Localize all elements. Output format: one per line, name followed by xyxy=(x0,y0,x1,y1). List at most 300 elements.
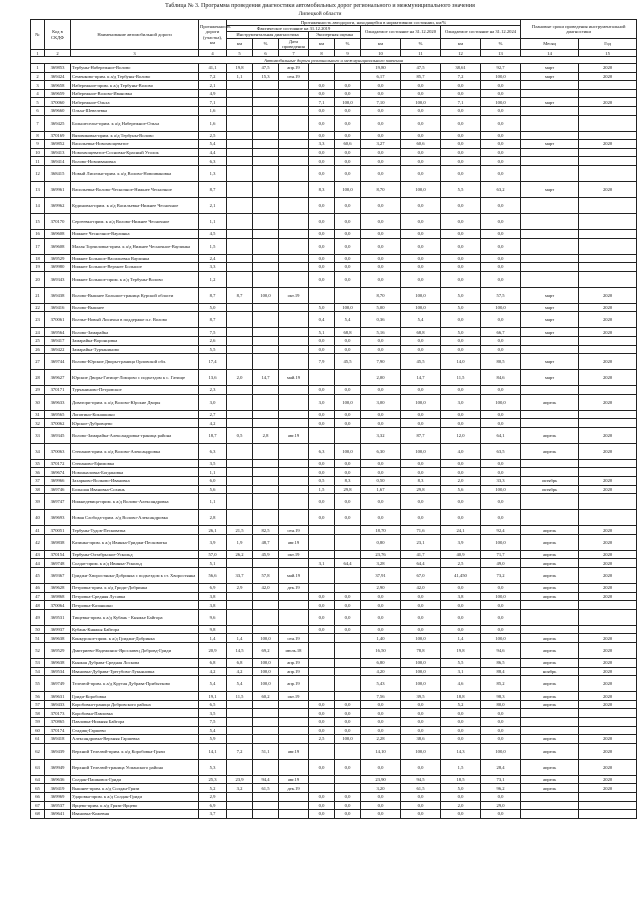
f2020-km: 0,0 xyxy=(361,700,401,709)
instr-date xyxy=(279,157,309,166)
f2024-pct: 100,0 xyxy=(481,634,521,643)
road-name: Кубань-Княжья Байгора xyxy=(71,625,199,634)
road-name: Петровка-Средняя Лусавка xyxy=(71,592,199,601)
plan-year: 2020 xyxy=(579,735,637,744)
table-row xyxy=(31,427,637,443)
f2024-pct: 0,0 xyxy=(481,625,521,634)
row-no: 56 xyxy=(31,692,45,701)
expert-km: 0,0 xyxy=(309,271,335,287)
road-length: 5,1 xyxy=(199,559,227,568)
instr-km xyxy=(227,485,253,494)
plan-month: апрель xyxy=(521,692,579,701)
plan-year: 2020 xyxy=(579,775,637,784)
expert-pct xyxy=(335,784,361,793)
expert-pct: 8,3 xyxy=(335,477,361,486)
f2020-km: 3,27 xyxy=(361,140,401,149)
f2020-pct: 87,7 xyxy=(401,427,441,443)
instr-date: авг.19 xyxy=(279,534,309,550)
f2024-pct: 49,0 xyxy=(481,559,521,568)
f2024-km: 0,0 xyxy=(441,157,481,166)
f2024-km: 3,8 xyxy=(441,592,481,601)
expert-pct: 0,0 xyxy=(335,494,361,510)
col-pct: % xyxy=(401,38,441,49)
expert-km: 0,0 xyxy=(309,213,335,229)
road-length: 6,5 xyxy=(199,700,227,709)
road-name: Новая Слобода-прим. а/д Волово-Александровка xyxy=(71,510,199,526)
f2020-km: 3,28 xyxy=(361,559,401,568)
instr-date xyxy=(279,625,309,634)
instr-date xyxy=(279,336,309,345)
instr-km xyxy=(227,801,253,810)
instr-km xyxy=(227,165,253,181)
road-code: 369746 xyxy=(45,485,71,494)
road-length: 57,0 xyxy=(199,550,227,559)
f2024-km: 0,0 xyxy=(441,386,481,395)
f2020-pct: 0,0 xyxy=(401,157,441,166)
expert-pct: 0,0 xyxy=(335,468,361,477)
row-no: 47 xyxy=(31,592,45,601)
f2024-pct: 0,0 xyxy=(481,386,521,395)
table-row xyxy=(31,526,637,535)
f2020-km: 0,0 xyxy=(361,197,401,213)
instr-date xyxy=(279,477,309,486)
road-name: Набережное-Ольха xyxy=(71,98,199,107)
f2024-km: 0,0 xyxy=(441,459,481,468)
plan-year: 2020 xyxy=(579,312,637,328)
plan-month xyxy=(521,213,579,229)
instr-date: авг.19 xyxy=(279,743,309,759)
row-no: 57 xyxy=(31,700,45,709)
instr-pct xyxy=(253,213,279,229)
plan-month: апрель xyxy=(521,443,579,459)
f2024-pct: 71,7 xyxy=(481,550,521,559)
plan-month xyxy=(521,238,579,254)
table-row xyxy=(31,477,637,486)
instr-date xyxy=(279,254,309,263)
table-row xyxy=(31,89,637,98)
table-row xyxy=(31,181,637,197)
f2020-pct: 85,7 xyxy=(401,72,441,81)
expert-pct: 0,0 xyxy=(335,625,361,634)
col-plan: Плановые сроки проведения инструментальной диагностики xyxy=(521,20,637,39)
plan-month xyxy=(521,106,579,115)
plan-year: 2020 xyxy=(579,427,637,443)
plan-month: октябрь xyxy=(521,485,579,494)
f2024-pct: 0,0 xyxy=(481,106,521,115)
instr-pct xyxy=(253,735,279,744)
expert-pct: 0,0 xyxy=(335,601,361,610)
road-name: Юрское-Дубровцево xyxy=(71,419,199,428)
road-code: 369852 xyxy=(45,140,71,149)
f2020-km: 0,0 xyxy=(361,709,401,718)
table-row xyxy=(31,634,637,643)
road-code: 369868 xyxy=(45,592,71,601)
instr-km xyxy=(227,157,253,166)
plan-month: ноябрь xyxy=(521,667,579,676)
f2020-km: 6,30 xyxy=(361,443,401,459)
road-code: 369638 xyxy=(45,634,71,643)
road-name: Васильевка-Волово-Чесночное-Нижнее Чесночное xyxy=(71,181,199,197)
road-length: 2,6 xyxy=(199,336,227,345)
instr-pct: 82,5 xyxy=(253,526,279,535)
row-no: 22 xyxy=(31,303,45,312)
road-code: 370060 xyxy=(45,98,71,107)
f2020-pct: 23,1 xyxy=(401,534,441,550)
f2024-km: 0,0 xyxy=(441,792,481,801)
road-length: 3,8 xyxy=(199,601,227,610)
plan-year xyxy=(579,609,637,625)
road-length: 6,9 xyxy=(199,801,227,810)
plan-month: март xyxy=(521,98,579,107)
road-code: 369631 xyxy=(45,692,71,701)
expert-pct xyxy=(335,370,361,386)
f2020-pct: 41,7 xyxy=(401,550,441,559)
plan-year xyxy=(579,801,637,810)
instr-date xyxy=(279,115,309,131)
road-length: 14,1 xyxy=(199,743,227,759)
plan-month: апрель xyxy=(521,584,579,593)
f2024-pct: 57,5 xyxy=(481,287,521,303)
row-no: 9 xyxy=(31,140,45,149)
table-row xyxy=(31,559,637,568)
f2024-km: 0,0 xyxy=(441,810,481,819)
road-name: Волово-Вышнее xyxy=(71,303,199,312)
f2020-km: 0,0 xyxy=(361,759,401,775)
road-code: 370170 xyxy=(45,213,71,229)
plan-month: апрель xyxy=(521,559,579,568)
f2020-km: 0,0 xyxy=(361,254,401,263)
f2020-pct: 0,0 xyxy=(401,726,441,735)
plan-month xyxy=(521,254,579,263)
road-code: 370062 xyxy=(45,419,71,428)
f2020-pct: 0,0 xyxy=(401,419,441,428)
road-name: Александровка-Верхняя Гаршевка xyxy=(71,735,199,744)
col-actual: Фактическое состояние на 31.12.2019 xyxy=(227,26,361,32)
table-row xyxy=(31,584,637,593)
col-forecast-2020: Ожидаемое состояние на 31.12.2020 xyxy=(361,26,441,38)
f2020-pct: 0,0 xyxy=(401,759,441,775)
f2020-km: 14,10 xyxy=(361,743,401,759)
instr-km xyxy=(227,700,253,709)
instr-km: 33,7 xyxy=(227,568,253,584)
f2024-pct: 0,0 xyxy=(481,468,521,477)
expert-km: 0,0 xyxy=(309,459,335,468)
plan-year: 2020 xyxy=(579,394,637,410)
f2024-pct: 29,0 xyxy=(481,801,521,810)
plan-month xyxy=(521,131,579,140)
road-code: 369419 xyxy=(45,784,71,793)
expert-km: 0,0 xyxy=(309,709,335,718)
instr-date xyxy=(279,592,309,601)
row-no: 60 xyxy=(31,726,45,735)
diagnostics-table xyxy=(30,19,637,819)
instr-date xyxy=(279,601,309,610)
f2020-pct: 78,8 xyxy=(401,643,441,659)
plan-year: 2020 xyxy=(579,559,637,568)
instr-date xyxy=(279,609,309,625)
instr-pct xyxy=(253,165,279,181)
expert-pct: 0,0 xyxy=(335,165,361,181)
plan-month: апрель xyxy=(521,775,579,784)
road-code: 369438 xyxy=(45,287,71,303)
expert-pct: 0,0 xyxy=(335,238,361,254)
f2020-km: 37,91 xyxy=(361,568,401,584)
expert-pct: 5,4 xyxy=(335,312,361,328)
road-length: 2,9 xyxy=(199,792,227,801)
instr-pct xyxy=(253,410,279,419)
road-code: 369608 xyxy=(45,238,71,254)
road-name: Нижнее Большое-прим. к а/д Тербуны-Волово xyxy=(71,271,199,287)
f2024-pct: 0,0 xyxy=(481,312,521,328)
road-code: 369749 xyxy=(45,676,71,692)
f2024-pct: 0,0 xyxy=(481,345,521,354)
road-code: 369608 xyxy=(45,229,71,238)
road-code: 369937 xyxy=(45,625,71,634)
road-code: 370061 xyxy=(45,312,71,328)
road-name: Ивановка-Дубрава-Трегубово-Лукьяновка xyxy=(71,667,199,676)
f2020-pct: 0,0 xyxy=(401,592,441,601)
road-length: 1,6 xyxy=(199,106,227,115)
instr-date xyxy=(279,386,309,395)
row-no: 17 xyxy=(31,238,45,254)
instr-date xyxy=(279,354,309,370)
instr-pct xyxy=(253,254,279,263)
f2020-pct: 39,5 xyxy=(401,692,441,701)
f2024-pct: 0,0 xyxy=(481,140,521,149)
instr-date xyxy=(279,213,309,229)
expert-km xyxy=(309,568,335,584)
expert-pct: 0,0 xyxy=(335,410,361,419)
f2024-pct: 0,0 xyxy=(481,115,521,131)
road-name: Тербуны-Тудов-Песковатка xyxy=(71,526,199,535)
f2020-km: 2,00 xyxy=(361,370,401,386)
f2024-km: 1,5 xyxy=(441,759,481,775)
instr-pct xyxy=(253,394,279,410)
road-name: Набережное-Волово-Ивановка xyxy=(71,89,199,98)
f2020-km: 0,0 xyxy=(361,157,401,166)
table-row xyxy=(31,271,637,287)
expert-pct xyxy=(335,743,361,759)
instr-km: 7,2 xyxy=(227,743,253,759)
f2020-pct: 0,0 xyxy=(401,165,441,181)
f2020-pct: 61,5 xyxy=(401,784,441,793)
road-code: 370169 xyxy=(45,131,71,140)
f2020-km: 6,80 xyxy=(361,659,401,668)
road-code: 369966 xyxy=(45,477,71,486)
road-name: Ольха-Шевелевка xyxy=(71,106,199,115)
plan-month xyxy=(521,89,579,98)
f2024-pct: 100,0 xyxy=(481,485,521,494)
f2024-pct: 0,0 xyxy=(481,238,521,254)
plan-month xyxy=(521,345,579,354)
instr-pct xyxy=(253,386,279,395)
instr-km xyxy=(227,609,253,625)
f2020-km: 7,90 xyxy=(361,354,401,370)
instr-pct xyxy=(253,477,279,486)
instr-date xyxy=(279,801,309,810)
plan-year xyxy=(579,263,637,272)
f2020-km: 0,50 xyxy=(361,477,401,486)
plan-month: апрель xyxy=(521,676,579,692)
road-length: 41,1 xyxy=(199,64,227,73)
f2020-pct: 42,0 xyxy=(401,584,441,593)
f2020-km: 0,0 xyxy=(361,131,401,140)
row-no: 2 xyxy=(31,72,45,81)
row-no: 19 xyxy=(31,263,45,272)
road-name: Коробовка-граница Добровского района xyxy=(71,700,199,709)
f2024-km: 0,0 xyxy=(441,494,481,510)
instr-km xyxy=(227,592,253,601)
road-length: 6,9 xyxy=(199,584,227,593)
f2024-km: 0,0 xyxy=(441,106,481,115)
column-number: 14 xyxy=(521,50,579,57)
expert-km xyxy=(309,659,335,668)
instr-pct xyxy=(253,131,279,140)
col-expert: Экспертная оценка xyxy=(309,32,361,38)
expert-pct: 29,8 xyxy=(335,485,361,494)
plan-year xyxy=(579,709,637,718)
f2020-pct: 0,0 xyxy=(401,386,441,395)
instr-km xyxy=(227,759,253,775)
f2020-km: 6,17 xyxy=(361,72,401,81)
instr-date xyxy=(279,700,309,709)
road-name: Замарайка-Турчаниново xyxy=(71,345,199,354)
f2020-km: 1,40 xyxy=(361,634,401,643)
f2024-pct: 88,4 xyxy=(481,667,521,676)
instr-pct: 15,3 xyxy=(253,72,279,81)
instr-date: сен.19 xyxy=(279,634,309,643)
f2024-pct: 96,2 xyxy=(481,784,521,793)
f2020-pct: 0,0 xyxy=(401,81,441,90)
table-row xyxy=(31,148,637,157)
expert-pct: 0,0 xyxy=(335,213,361,229)
plan-month xyxy=(521,726,579,735)
road-code: 369693 xyxy=(45,510,71,526)
f2020-km: 0,0 xyxy=(361,229,401,238)
document-subtitle: Липецкой области xyxy=(298,11,342,17)
f2024-km: 2,0 xyxy=(441,801,481,810)
table-row xyxy=(31,419,637,428)
table-row xyxy=(31,735,637,744)
expert-pct: 0,0 xyxy=(335,759,361,775)
expert-km xyxy=(309,634,335,643)
instr-km xyxy=(227,336,253,345)
plan-year: 2020 xyxy=(579,287,637,303)
expert-pct: 100,0 xyxy=(335,735,361,744)
instr-date xyxy=(279,303,309,312)
f2024-km: 0,0 xyxy=(441,213,481,229)
f2024-pct: 28,4 xyxy=(481,759,521,775)
f2024-km: 0,0 xyxy=(441,229,481,238)
instr-km: 23,9 xyxy=(227,775,253,784)
table-row xyxy=(31,659,637,668)
road-code: 369747 xyxy=(45,494,71,510)
row-no: 24 xyxy=(31,328,45,337)
instr-pct: 94,4 xyxy=(253,775,279,784)
f2020-km: 0,0 xyxy=(361,271,401,287)
column-number-row xyxy=(31,50,637,57)
col-date: Дата проведения xyxy=(279,38,309,49)
expert-km: 0,0 xyxy=(309,801,335,810)
road-name: Степанов-прим. к а/д Волово-Александровка xyxy=(71,443,199,459)
f2024-km: 3,9 xyxy=(441,534,481,550)
road-name: Петровка-Казанкино xyxy=(71,601,199,610)
f2024-pct: 64,1 xyxy=(481,427,521,443)
f2020-km: 5,16 xyxy=(361,328,401,337)
table-row xyxy=(31,410,637,419)
instr-date: окт.19 xyxy=(279,287,309,303)
road-name: Набережное-прим. к а/д Тербуны-Волово xyxy=(71,81,199,90)
expert-pct xyxy=(335,659,361,668)
road-name: Новоаналовка-Богдановка xyxy=(71,468,199,477)
instr-km: 14,5 xyxy=(227,643,253,659)
f2020-km: 5,43 xyxy=(361,676,401,692)
instr-pct xyxy=(253,494,279,510)
instr-date: окт.19 xyxy=(279,692,309,701)
f2020-km: 0,0 xyxy=(361,419,401,428)
f2024-pct: 0,0 xyxy=(481,148,521,157)
f2024-km: 0,0 xyxy=(441,81,481,90)
row-no: 54 xyxy=(31,667,45,676)
expert-km: 0,0 xyxy=(309,494,335,510)
plan-month: апрель xyxy=(521,743,579,759)
table-row xyxy=(31,485,637,494)
plan-month xyxy=(521,157,579,166)
f2020-km: 0,0 xyxy=(361,148,401,157)
f2024-km: 3,0 xyxy=(441,394,481,410)
f2024-km: 0,0 xyxy=(441,312,481,328)
row-no: 33 xyxy=(31,427,45,443)
f2020-pct: 0,0 xyxy=(401,625,441,634)
plan-month: апрель xyxy=(521,759,579,775)
plan-month: апрель xyxy=(521,568,579,584)
f2020-km: 4,20 xyxy=(361,667,401,676)
row-no: 16 xyxy=(31,229,45,238)
expert-pct xyxy=(335,427,361,443)
plan-month xyxy=(521,625,579,634)
f2024-pct: 0,0 xyxy=(481,459,521,468)
f2024-km: 0,0 xyxy=(441,165,481,181)
table-row xyxy=(31,801,637,810)
expert-km: 7,9 xyxy=(309,354,335,370)
instr-date: авг.19 xyxy=(279,427,309,443)
expert-km xyxy=(309,64,335,73)
instr-pct xyxy=(253,559,279,568)
instr-pct xyxy=(253,148,279,157)
expert-km xyxy=(309,775,335,784)
instr-pct xyxy=(253,625,279,634)
road-name: Ярцево-прим. к а/д Грязи-Ярцево xyxy=(71,801,199,810)
instr-km xyxy=(227,106,253,115)
plan-month xyxy=(521,510,579,526)
instr-km xyxy=(227,494,253,510)
instr-pct xyxy=(253,336,279,345)
plan-month: март xyxy=(521,287,579,303)
f2024-pct: 63,2 xyxy=(481,181,521,197)
road-length: 5,2 xyxy=(199,784,227,793)
instr-pct xyxy=(253,717,279,726)
expert-km: 0,0 xyxy=(309,759,335,775)
expert-km: 0,0 xyxy=(309,625,335,634)
road-name: Лопатино-Кокашкино xyxy=(71,410,199,419)
expert-pct: 0,0 xyxy=(335,592,361,601)
road-length: 7,2 xyxy=(199,72,227,81)
f2020-km: 3,32 xyxy=(361,427,401,443)
f2024-pct: 80,0 xyxy=(481,700,521,709)
instr-km: 1,1 xyxy=(227,72,253,81)
plan-month xyxy=(521,609,579,625)
expert-km: 0,0 xyxy=(309,254,335,263)
